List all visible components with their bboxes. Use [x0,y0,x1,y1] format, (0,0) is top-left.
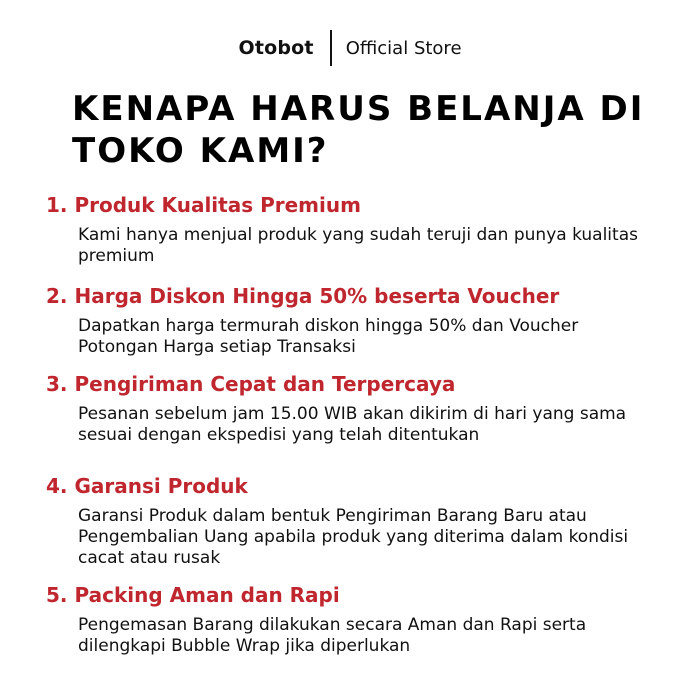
brand-name: Otobot [238,37,314,59]
reason-title: 2. Harga Diskon Hingga 50% beserta Voucher [46,284,560,308]
reason-title: 5. Packing Aman dan Rapi [46,583,340,607]
reason-description: Pengemasan Barang dilakukan secara Aman dan Rapi serta dilengkapi Bubble Wrap jika diperlukan [78,615,587,656]
reason-description: Pesanan sebelum jam 15.00 WIB akan dikirim di hari yang sama sesuai dengan ekspedisi yang telah ditentukan [78,404,627,445]
reason-title: 4. Garansi Produk [46,474,248,498]
reason-title: 1. Produk Kualitas Premium [46,193,361,217]
reason-description: Kami hanya menjual produk yang sudah teruji dan punya kualitas premium [78,225,638,266]
reason-description: Garansi Produk dalam bentuk Pengiriman Barang Baru atau Pengembalian Uang apabila produk yang diterima dalam kondisi cacat atau rusak [78,506,629,568]
reason-title: 3. Pengiriman Cepat dan Terpercaya [46,372,456,396]
reason-description: Dapatkan harga termurah diskon hingga 50% dan Voucher Potongan Harga setiap Transaksi [78,316,579,357]
brand-tagline: Official Store [345,37,462,59]
brand-divider [330,30,332,66]
store-brand-header [0,28,700,68]
page-headline: KENAPA HARUS BELANJA DI TOKO KAMI? [72,89,645,171]
